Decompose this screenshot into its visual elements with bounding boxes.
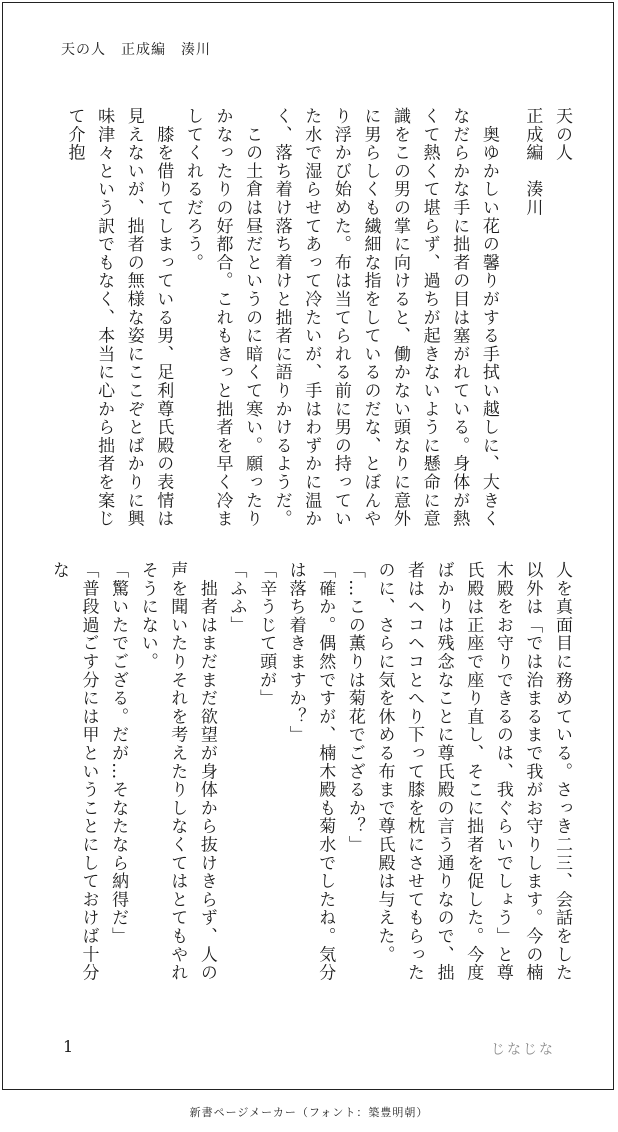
dialogue-line: 「ふふ」 xyxy=(226,561,247,635)
dialogue-line: 「普段過ごす分には甲ということにしておけば十分な xyxy=(48,561,99,982)
paragraph: 奥ゆかしい花の馨りがする手拭い越しに、大きくなだらかな手に拙者の目は塞がれている。身体が熱くて熱くて堪らず、過ちが起きないように懸命に意識をこの男の掌に向けると、働かない頭なりに意外に男らしくも繊細な指をしているのだな、とぼんやり浮かび始めた。布は当てられる前に男の持っていた水で湿らせてあって冷たいが、手はわずかに温かく、落ち着け落ち着けと拙者に語りかけるようだ。 xyxy=(271,107,499,528)
page-number: 1 xyxy=(63,1037,74,1056)
running-header: 天の人 正成編 湊川 xyxy=(61,42,211,58)
paragraph: 拙者はまだまだ欲望が身体から抜けきらず、人の声を聞いたりそれを考えたりしなくてはとてもやれそうにない。 xyxy=(137,561,217,982)
paragraph: この土倉は昼だというのに暗くて寒い。願ったりかなったりの好都合。これもきっと拙者を早く冷ましてくれるだろう。 xyxy=(182,107,263,528)
author-name: じなじな xyxy=(491,1042,555,1058)
story-subtitle: 正成編 湊川 xyxy=(522,107,543,217)
generator-credit: 新書ページメーカー（フォント：築豊明朝） xyxy=(189,1106,429,1119)
paragraph: 人を真面目に務めている。さっき二三、会話をした以外は「では治まるまで我がお守りします。今の楠木殿をお守りできるのは、我ぐらいでしょう」と尊氏殿は正座で座り直し、そこに拙者を促した。今度ばかりは残念なことに尊氏殿の言う通りなので、拙者はヘコヘコとへり下って膝を枕にさせてもらったのに、さらに気を休める布まで尊氏殿は与えた。 xyxy=(374,561,572,982)
dialogue-line: 「確か。偶然ですが、楠木殿も菊水でしたね。気分は落ち着きますか？」 xyxy=(285,561,336,982)
dialogue-line: 「…この薫りは菊花でござるか？」 xyxy=(344,561,365,854)
dialogue-line: 「驚いたでござる。だが…そなたなら納得だ」 xyxy=(108,561,129,946)
book-page xyxy=(2,2,614,1090)
body-text-top xyxy=(56,107,576,537)
story-title: 天の人 xyxy=(552,107,572,162)
dialogue-line: 「辛うじて頭が」 xyxy=(256,561,277,708)
paragraph: 膝を借りてしまっている男、足利尊氏殿の表情は見えないが、拙者の無様な姿にここぞとばかりに興味津々という訳でもなく、本当に心から拙者を案じて介抱 xyxy=(64,107,174,528)
body-text-bottom xyxy=(48,561,576,991)
